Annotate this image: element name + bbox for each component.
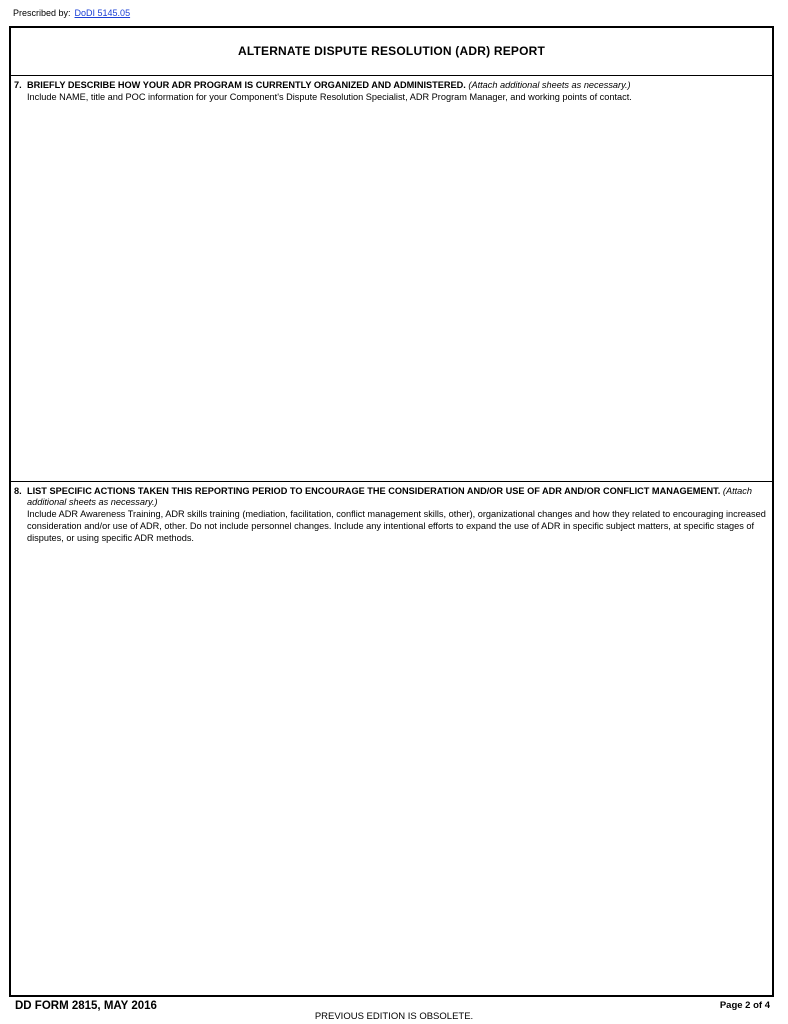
section-7-instructions: Include NAME, title and POC information for your Component's Dispute Resolution Specialist, ADR Program Manager, and working points of contact. xyxy=(27,92,632,102)
section-8-number: 8. xyxy=(14,486,22,496)
section-7-note: (Attach additional sheets as necessary.) xyxy=(468,80,631,90)
section-8 xyxy=(11,482,772,995)
section-7-title: BRIEFLY DESCRIBE HOW YOUR ADR PROGRAM IS CURRENTLY ORGANIZED AND ADMINISTERED. xyxy=(27,80,466,90)
prescribed-label: Prescribed by: xyxy=(13,8,71,18)
section-8-title: LIST SPECIFIC ACTIONS TAKEN THIS REPORTING PERIOD TO ENCOURAGE THE CONSIDERATION AND/OR USE OF ADR AND/OR CONFLICT MANAGEMENT. xyxy=(27,486,721,496)
section-7-entry-field[interactable] xyxy=(15,110,768,477)
section-7 xyxy=(11,76,772,482)
form-title: ALTERNATE DISPUTE RESOLUTION (ADR) REPORT xyxy=(11,28,772,76)
form-id: DD FORM 2815, MAY 2016 xyxy=(15,1000,157,1012)
section-8-note: (Attach additional sheets as necessary.) xyxy=(27,486,752,507)
prescribed-by xyxy=(13,8,130,19)
edition-note: PREVIOUS EDITION IS OBSOLETE. xyxy=(314,1011,474,1022)
section-8-instructions: Include ADR Awareness Training, ADR skills training (mediation, facilitation, conflict management skills, other), organizational changes and how they related to encouraging increased consideration and/or use of ADR, other. Do not include personnel changes. Include any intentional efforts to expand the use of ADR in specific subject matters, at specific stages of disputes, or using specific ADR methods. xyxy=(27,509,766,543)
section-7-heading xyxy=(14,80,768,91)
dodi-link[interactable]: DoDI 5145.05 xyxy=(74,8,131,18)
section-7-number: 7. xyxy=(14,80,22,90)
form-container xyxy=(9,26,774,997)
section-8-heading xyxy=(14,486,768,508)
section-8-entry-field[interactable] xyxy=(15,558,768,991)
page-number: Page 2 of 4 xyxy=(719,1000,770,1011)
